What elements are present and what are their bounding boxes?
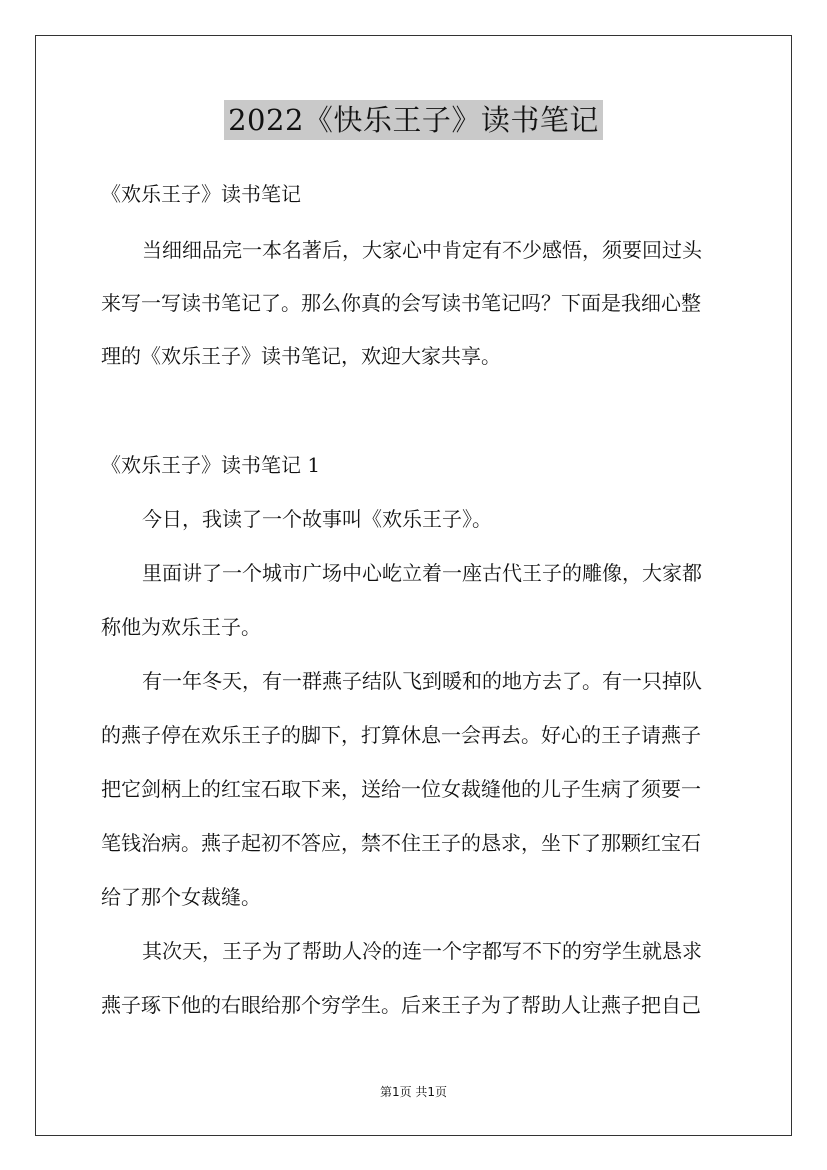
- paragraph-line: 笔钱治病。燕子起初不答应，禁不住王子的恳求，坐下了那颗红宝石: [101, 831, 701, 855]
- paragraph-line: 里面讲了一个城市广场中心屹立着一座古代王子的雕像，大家都: [142, 561, 702, 585]
- paragraph-line: 理的《欢乐王子》读书笔记，欢迎大家共享。: [101, 344, 501, 368]
- page-footer: 第1页 共1页: [379, 1085, 448, 1099]
- document-title: 2022《快乐王子》读书笔记: [224, 100, 603, 140]
- paragraph-line: 有一年冬天，有一群燕子结队飞到暖和的地方去了。有一只掉队: [142, 669, 702, 693]
- title-container: [0, 100, 827, 140]
- paragraph-line: 把它剑柄上的红宝石取下来，送给一位女裁缝他的儿子生病了须要一: [101, 777, 701, 801]
- paragraph-line: 今日，我读了一个故事叫《欢乐王子》。: [142, 507, 492, 531]
- paragraph-line: 其次天，王子为了帮助人冷的连一个字都写不下的穷学生就恳求: [142, 939, 702, 963]
- section-heading: 《欢乐王子》读书笔记 1: [101, 453, 321, 477]
- paragraph-line: 来写一写读书笔记了。那么你真的会写读书笔记吗？下面是我细心整: [101, 291, 701, 315]
- paragraph-line: 称他为欢乐王子。: [101, 615, 261, 639]
- paragraph-line: 给了那个女裁缝。: [101, 885, 261, 909]
- paragraph-line: 的燕子停在欢乐王子的脚下，打算休息一会再去。好心的王子请燕子: [101, 723, 701, 747]
- paragraph-line: 当细细品完一本名著后，大家心中肯定有不少感悟，须要回过头: [142, 238, 702, 262]
- paragraph-line: 燕子琢下他的右眼给那个穷学生。后来王子为了帮助人让燕子把自己: [101, 993, 701, 1017]
- subtitle-line: 《欢乐王子》读书笔记: [101, 182, 301, 206]
